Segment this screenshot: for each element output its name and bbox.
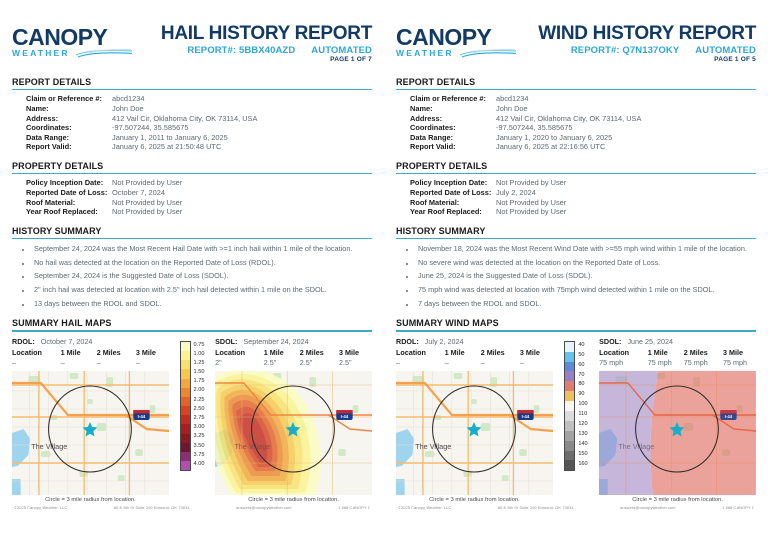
history-summary-list bbox=[12, 244, 372, 309]
svg-text:I-44: I-44 bbox=[137, 413, 146, 419]
hail-colorbar bbox=[180, 341, 205, 472]
map-render bbox=[396, 371, 553, 495]
colorbar-tick-label: 90 bbox=[578, 391, 585, 398]
label-data-range: Data Range: bbox=[410, 132, 454, 142]
section-divider bbox=[396, 89, 756, 90]
colorbar-tick-label: 1.50 bbox=[193, 369, 205, 376]
summary-bullet: • No hail was detected at the location on the Reported Date of Loss (RDOL). bbox=[32, 258, 372, 269]
sdol-label: SDOL: bbox=[599, 336, 622, 346]
maps-row bbox=[396, 337, 756, 503]
value-roof-material: Not Provided by User bbox=[112, 197, 183, 207]
cell-2miles: 75 mph bbox=[683, 357, 708, 367]
rdol-date: October 7, 2024 bbox=[40, 336, 93, 346]
label-address: Address: bbox=[410, 113, 443, 123]
wind-report-page bbox=[384, 0, 768, 548]
colorbar-tick-label: 2.50 bbox=[193, 405, 205, 412]
cell-2miles: 2.5" bbox=[299, 357, 313, 367]
colorbar-segment bbox=[565, 352, 574, 362]
highway-shield-icon bbox=[133, 410, 149, 420]
col-location: Location bbox=[12, 347, 42, 357]
colorbar-tick-label: 2.00 bbox=[193, 387, 205, 394]
cell-1mile: 2.5" bbox=[263, 357, 277, 367]
colorbar-tick-label: 150 bbox=[578, 450, 588, 457]
colorbar-tick-label: 3.75 bbox=[193, 451, 205, 458]
table-row bbox=[12, 358, 169, 369]
rdol-map-caption: Circle = 3 mile radius from location. bbox=[429, 496, 520, 503]
sdol-date: September 24, 2024 bbox=[243, 336, 309, 346]
property-details-section bbox=[396, 161, 756, 217]
label-claim: Claim or Reference #: bbox=[26, 94, 102, 104]
footer-address: 80 E 5th St Suite 100 Edmond, OK 73034 bbox=[113, 505, 190, 510]
col-location: Location bbox=[599, 347, 630, 357]
detail-row-policy-inception bbox=[26, 178, 372, 188]
label-claim: Claim or Reference #: bbox=[410, 94, 486, 104]
colorbar-tick-label: 120 bbox=[578, 421, 588, 428]
col-3mile: 3 Mile bbox=[723, 347, 743, 357]
value-address: 412 Vail Cir, Oklahoma City, OK 73114, USA bbox=[112, 113, 258, 123]
footer-email[interactable]: answers@canopyweather.com bbox=[620, 505, 676, 510]
cell-3mile: – bbox=[135, 357, 140, 367]
col-2miles: 2 Miles bbox=[96, 347, 121, 357]
value-data-range: January 1, 2020 to January 6, 2025 bbox=[496, 132, 613, 142]
colorbar-segment bbox=[181, 443, 190, 452]
colorbar-tick-label: 2.75 bbox=[193, 415, 205, 422]
colorbar-segment bbox=[565, 342, 574, 352]
page-indicator: PAGE 1 OF 7 bbox=[330, 56, 372, 63]
section-heading-report-details: REPORT DETAILS bbox=[12, 77, 92, 87]
sdol-map-caption: Circle = 3 mile radius from location. bbox=[248, 496, 339, 503]
report-title: HAIL HISTORY REPORT bbox=[160, 23, 372, 44]
value-claim: abcd1234 bbox=[112, 94, 145, 104]
detail-row-data-range bbox=[410, 133, 756, 143]
highway-shield-icon bbox=[720, 410, 736, 420]
section-divider bbox=[396, 330, 756, 331]
value-claim: abcd1234 bbox=[496, 94, 529, 104]
table-row bbox=[215, 358, 372, 369]
label-policy-inception: Policy Inception Date: bbox=[26, 178, 104, 188]
section-heading-summary-maps: SUMMARY HAIL MAPS bbox=[12, 318, 112, 329]
report-details-list bbox=[396, 94, 756, 152]
table-row bbox=[396, 358, 553, 369]
swoosh-icon bbox=[458, 49, 518, 58]
property-details-section bbox=[12, 161, 372, 217]
colorbar-segment bbox=[181, 379, 190, 388]
sdol-map-panel bbox=[215, 337, 372, 503]
page-indicator: PAGE 1 OF 5 bbox=[714, 56, 756, 63]
rdol-map-panel bbox=[12, 337, 169, 503]
footer-phone: 1 888 CANOPY 1 bbox=[722, 505, 754, 510]
section-divider bbox=[12, 89, 372, 90]
detail-row-year-roof-replaced bbox=[26, 207, 372, 217]
col-1mile: 1 Mile bbox=[647, 347, 668, 357]
colorbar-segment bbox=[565, 391, 574, 401]
section-heading-history-summary: HISTORY SUMMARY bbox=[396, 225, 486, 236]
sdol-map-image[interactable] bbox=[215, 371, 372, 495]
colorbar-segment bbox=[181, 415, 190, 424]
colorbar-tick-label: 80 bbox=[578, 381, 585, 388]
logo-wordmark: CANOPY bbox=[396, 24, 492, 50]
detail-row-claim bbox=[410, 94, 756, 104]
report-title: WIND HISTORY REPORT bbox=[538, 23, 756, 44]
summary-bullet: • 75 mph wind was detected at location with 75mph wind detected within 1 mile on the SDOL. bbox=[416, 285, 756, 296]
wind-colorbar-labels bbox=[578, 341, 587, 470]
svg-text:I-44: I-44 bbox=[724, 413, 733, 419]
colorbar-tick-label: 0.75 bbox=[193, 341, 205, 348]
report-details-section bbox=[12, 77, 372, 152]
report-title-block bbox=[161, 22, 372, 63]
detail-row-policy-inception bbox=[410, 178, 756, 188]
hail-legend bbox=[169, 337, 215, 503]
value-policy-inception: Not Provided by User bbox=[112, 178, 183, 188]
sdol-map-caption: Circle = 3 mile radius from location. bbox=[632, 496, 723, 503]
report-title-block bbox=[538, 22, 756, 63]
value-year-roof-replaced: Not Provided by User bbox=[112, 207, 183, 217]
colorbar-segment bbox=[181, 351, 190, 360]
rdol-map-image[interactable] bbox=[396, 371, 553, 495]
value-year-roof-replaced: Not Provided by User bbox=[496, 207, 567, 217]
label-roof-material: Roof Material: bbox=[410, 197, 460, 207]
col-location: Location bbox=[215, 347, 246, 357]
colorbar-segment bbox=[565, 411, 574, 421]
cell-3mile: 75 mph bbox=[723, 357, 747, 367]
detail-row-name bbox=[410, 104, 756, 114]
section-divider bbox=[12, 173, 372, 174]
colorbar-segment bbox=[565, 431, 574, 441]
col-1mile: 1 Mile bbox=[444, 347, 465, 357]
summary-bullet: • 7 days between the RDOL and SDOL. bbox=[416, 299, 756, 310]
cell-location: – bbox=[12, 357, 16, 367]
rdol-map-panel bbox=[396, 337, 553, 503]
summary-maps-section bbox=[396, 318, 756, 502]
footer-copyright: ©2025 Canopy Weather, LLC bbox=[398, 505, 452, 510]
rdol-map-header bbox=[396, 337, 553, 346]
value-coordinates: -97.507244, 35.585675 bbox=[496, 123, 573, 133]
table-header-row bbox=[12, 348, 169, 358]
cell-3mile: – bbox=[519, 357, 524, 367]
rdol-label: RDOL: bbox=[396, 336, 419, 346]
summary-bullet: • June 25, 2024 is the Suggested Date of Loss (SDOL). bbox=[416, 271, 756, 282]
label-year-roof-replaced: Year Roof Replaced: bbox=[410, 207, 482, 217]
colorbar-segment bbox=[181, 397, 190, 406]
colorbar-segment bbox=[565, 371, 574, 381]
colorbar-tick-label: 2.25 bbox=[193, 396, 205, 403]
footer-copyright: ©2025 Canopy Weather, LLC bbox=[14, 505, 68, 510]
colorbar-segment bbox=[181, 342, 190, 351]
report-number: REPORT#: Q7N137OKY bbox=[570, 45, 680, 56]
detail-row-reported-dol bbox=[26, 188, 372, 198]
label-name: Name: bbox=[410, 103, 433, 113]
sdol-map-header bbox=[599, 337, 756, 346]
label-reported-dol: Reported Date of Loss: bbox=[26, 187, 108, 197]
rdol-map-header bbox=[12, 337, 169, 346]
colorbar-tick-label: 1.75 bbox=[193, 378, 205, 385]
cell-1mile: 75 mph bbox=[647, 357, 672, 367]
col-location: Location bbox=[396, 347, 426, 357]
page-footer bbox=[398, 505, 754, 510]
colorbar-segment bbox=[565, 421, 574, 431]
logo-subtext: WEATHER bbox=[12, 48, 70, 58]
cell-location: – bbox=[396, 357, 400, 367]
colorbar-tick-label: 140 bbox=[578, 440, 588, 447]
colorbar-tick-label: 3.00 bbox=[193, 424, 205, 431]
label-address: Address: bbox=[26, 113, 59, 123]
detail-row-coordinates bbox=[26, 123, 372, 133]
table-header-row bbox=[215, 348, 372, 358]
detail-row-roof-material bbox=[410, 198, 756, 208]
value-name: John Doe bbox=[496, 103, 528, 113]
col-1mile: 1 Mile bbox=[263, 347, 284, 357]
summary-bullet: • 13 days between the RDOL and SDOL. bbox=[32, 299, 372, 310]
colorbar-segment bbox=[181, 360, 190, 369]
footer-email[interactable]: answers@canopyweather.com bbox=[236, 505, 292, 510]
colorbar-segment bbox=[565, 381, 574, 391]
label-coordinates: Coordinates: bbox=[26, 123, 72, 133]
cell-1mile: – bbox=[60, 357, 65, 367]
svg-text:The Village: The Village bbox=[618, 441, 655, 451]
svg-text:The Village: The Village bbox=[415, 441, 452, 451]
colorbar-segment bbox=[181, 452, 190, 461]
wind-colorbar bbox=[564, 341, 587, 472]
property-details-list bbox=[12, 178, 372, 216]
colorbar-segment bbox=[181, 434, 190, 443]
colorbar-segment bbox=[565, 451, 574, 461]
rdol-map-caption: Circle = 3 mile radius from location. bbox=[45, 496, 136, 503]
section-heading-property-details: PROPERTY DETAILS bbox=[12, 160, 104, 171]
cell-1mile: – bbox=[444, 357, 449, 367]
rdol-map-image[interactable] bbox=[12, 371, 169, 495]
summary-bullet: • September 24, 2024 is the Suggested Date of Loss (SDOL). bbox=[32, 271, 372, 282]
section-divider bbox=[12, 330, 372, 331]
value-report-valid: January 6, 2025 at 21:50:48 UTC bbox=[112, 142, 222, 152]
svg-text:The Village: The Village bbox=[234, 441, 271, 451]
col-2miles: 2 Miles bbox=[683, 347, 708, 357]
label-coordinates: Coordinates: bbox=[410, 123, 456, 133]
colorbar-tick-label: 70 bbox=[578, 371, 585, 378]
sdol-readings-table bbox=[599, 348, 756, 369]
value-report-valid: January 6, 2025 at 22:16:56 UTC bbox=[496, 142, 606, 152]
label-name: Name: bbox=[26, 103, 49, 113]
section-divider bbox=[396, 238, 756, 239]
hail-colorbar-strip bbox=[180, 341, 191, 472]
colorbar-tick-label: 50 bbox=[578, 351, 585, 358]
report-header bbox=[12, 22, 372, 68]
colorbar-segment bbox=[565, 401, 574, 411]
table-row bbox=[599, 358, 756, 369]
automated-badge: AUTOMATED bbox=[695, 45, 756, 56]
wind-legend bbox=[553, 337, 599, 503]
report-details-section bbox=[396, 77, 756, 152]
svg-text:I-44: I-44 bbox=[340, 413, 349, 419]
colorbar-tick-label: 160 bbox=[578, 460, 588, 467]
label-roof-material: Roof Material: bbox=[26, 197, 76, 207]
hail-colorbar-labels bbox=[194, 341, 205, 470]
detail-row-data-range bbox=[26, 133, 372, 143]
col-3mile: 3 Mile bbox=[135, 347, 156, 357]
value-policy-inception: Not Provided by User bbox=[496, 178, 567, 188]
detail-row-address bbox=[410, 114, 756, 124]
history-summary-list bbox=[396, 244, 756, 309]
label-report-valid: Report Valid: bbox=[410, 142, 456, 152]
colorbar-segment bbox=[181, 406, 190, 415]
sdol-date: June 25, 2024 bbox=[627, 336, 674, 346]
detail-row-name bbox=[26, 104, 372, 114]
colorbar-tick-label: 40 bbox=[578, 341, 585, 348]
section-heading-summary-maps: SUMMARY WIND MAPS bbox=[396, 318, 499, 329]
colorbar-segment bbox=[181, 461, 190, 470]
sdol-map-panel bbox=[599, 337, 756, 503]
section-divider bbox=[12, 238, 372, 239]
detail-row-claim bbox=[26, 94, 372, 104]
colorbar-tick-label: 1.00 bbox=[193, 350, 205, 357]
summary-bullet: • No severe wind was detected at the location on the Reported Date of Loss. bbox=[416, 258, 756, 269]
detail-row-coordinates bbox=[410, 123, 756, 133]
value-data-range: January 1, 2011 to January 6, 2025 bbox=[112, 132, 228, 142]
canopy-logo bbox=[396, 22, 518, 58]
colorbar-tick-label: 4.00 bbox=[193, 460, 205, 467]
cell-location: 2" bbox=[215, 357, 222, 367]
summary-bullet: • November 18, 2024 was the Most Recent Wind Date with >=55 mph wind within 1 mile of the location. bbox=[416, 244, 756, 255]
automated-badge: AUTOMATED bbox=[311, 45, 372, 56]
label-data-range: Data Range: bbox=[26, 132, 70, 142]
colorbar-tick-label: 100 bbox=[578, 401, 588, 408]
table-header-row bbox=[599, 348, 756, 358]
property-details-list bbox=[396, 178, 756, 216]
value-address: 412 Vail Cir, Oklahoma City, OK 73114, USA bbox=[496, 113, 642, 123]
logo-wordmark: CANOPY bbox=[12, 24, 108, 50]
detail-row-report-valid bbox=[410, 142, 756, 152]
logo-subtext: WEATHER bbox=[396, 48, 454, 58]
value-reported-dol: July 2, 2024 bbox=[496, 187, 536, 197]
col-1mile: 1 Mile bbox=[60, 347, 81, 357]
col-3mile: 3 Mile bbox=[519, 347, 540, 357]
value-reported-dol: October 7, 2024 bbox=[112, 187, 166, 197]
highway-shield-icon bbox=[336, 410, 352, 420]
colorbar-segment bbox=[181, 424, 190, 433]
map-render bbox=[215, 371, 372, 495]
sdol-map-image[interactable] bbox=[599, 371, 756, 495]
cell-2miles: – bbox=[480, 357, 485, 367]
wind-colorbar-strip bbox=[564, 341, 575, 472]
colorbar-segment bbox=[181, 388, 190, 397]
section-divider bbox=[396, 173, 756, 174]
cell-3mile: 2.5" bbox=[339, 357, 352, 367]
col-2miles: 2 Miles bbox=[480, 347, 505, 357]
colorbar-segment bbox=[565, 441, 574, 451]
detail-row-report-valid bbox=[26, 142, 372, 152]
label-report-valid: Report Valid: bbox=[26, 142, 72, 152]
canopy-logo bbox=[12, 22, 134, 58]
svg-text:I-44: I-44 bbox=[521, 413, 530, 419]
summary-bullet: • 2" inch hail was detected at location with 2.5" inch hail detected within 1 mile on the SDOL. bbox=[32, 285, 372, 296]
swoosh-icon bbox=[74, 49, 134, 58]
cell-2miles: – bbox=[96, 357, 101, 367]
sdol-readings-table bbox=[215, 348, 372, 369]
history-summary-section bbox=[12, 226, 372, 310]
highway-shield-icon bbox=[517, 410, 533, 420]
summary-bullet: • September 24, 2024 was the Most Recent Hail Date with >=1 inch hail within 1 mile of the location. bbox=[32, 244, 372, 255]
col-2miles: 2 Miles bbox=[299, 347, 324, 357]
page-footer bbox=[14, 505, 370, 510]
map-render bbox=[12, 371, 169, 495]
svg-text:The Village: The Village bbox=[31, 441, 68, 451]
value-name: John Doe bbox=[112, 103, 144, 113]
rdol-date: July 2, 2024 bbox=[424, 336, 464, 346]
label-policy-inception: Policy Inception Date: bbox=[410, 178, 488, 188]
footer-phone: 1 888 CANOPY 1 bbox=[338, 505, 370, 510]
col-3mile: 3 Mile bbox=[339, 347, 359, 357]
detail-row-year-roof-replaced bbox=[410, 207, 756, 217]
detail-row-roof-material bbox=[26, 198, 372, 208]
detail-row-reported-dol bbox=[410, 188, 756, 198]
label-year-roof-replaced: Year Roof Replaced: bbox=[26, 207, 98, 217]
section-heading-history-summary: HISTORY SUMMARY bbox=[12, 225, 102, 236]
report-number: REPORT#: 5BBX40AZD bbox=[187, 45, 296, 56]
report-details-list bbox=[12, 94, 372, 152]
colorbar-tick-label: 3.25 bbox=[193, 433, 205, 440]
summary-maps-section bbox=[12, 318, 372, 502]
colorbar-segment bbox=[181, 369, 190, 378]
colorbar-tick-label: 60 bbox=[578, 361, 585, 368]
section-heading-property-details: PROPERTY DETAILS bbox=[396, 160, 488, 171]
detail-row-address bbox=[26, 114, 372, 124]
sdol-map-header bbox=[215, 337, 372, 346]
label-reported-dol: Reported Date of Loss: bbox=[410, 187, 492, 197]
maps-row bbox=[12, 337, 372, 503]
colorbar-segment bbox=[565, 362, 574, 372]
rdol-label: RDOL: bbox=[12, 336, 35, 346]
colorbar-tick-label: 1.25 bbox=[193, 359, 205, 366]
colorbar-tick-label: 3.50 bbox=[193, 442, 205, 449]
history-summary-section bbox=[396, 226, 756, 310]
cell-location: 75 mph bbox=[599, 357, 624, 367]
table-header-row bbox=[396, 348, 553, 358]
value-coordinates: -97.507244, 35.585675 bbox=[112, 123, 189, 133]
colorbar-segment bbox=[565, 460, 574, 470]
value-roof-material: Not Provided by User bbox=[496, 197, 567, 207]
report-header bbox=[396, 22, 756, 68]
colorbar-tick-label: 110 bbox=[578, 411, 588, 418]
sdol-label: SDOL: bbox=[215, 336, 238, 346]
map-render bbox=[599, 371, 756, 495]
footer-address: 80 E 5th St Suite 100 Edmond, OK 73034 bbox=[497, 505, 574, 510]
section-heading-report-details: REPORT DETAILS bbox=[396, 77, 476, 87]
colorbar-tick-label: 130 bbox=[578, 430, 588, 437]
rdol-readings-table bbox=[12, 348, 169, 369]
rdol-readings-table bbox=[396, 348, 553, 369]
